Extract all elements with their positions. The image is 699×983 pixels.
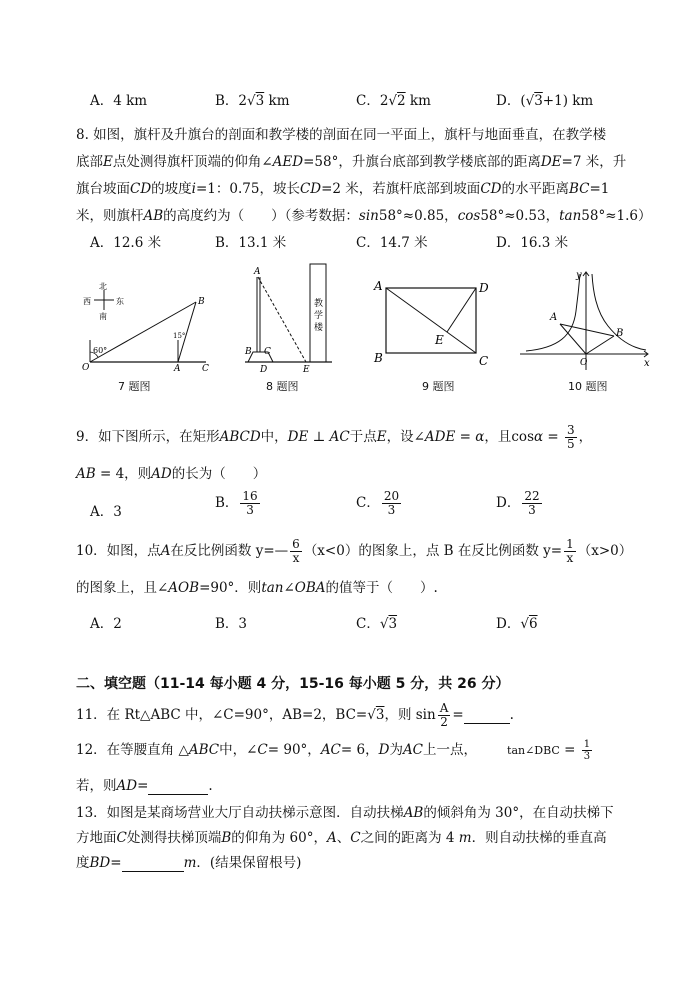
figure-9: [370, 278, 495, 368]
q9-option-a: A．3: [90, 504, 122, 520]
figure-7: [78, 282, 218, 372]
building-char-1: 教: [314, 299, 324, 309]
label-east: 东: [116, 297, 124, 306]
building-char-2: 学: [314, 311, 324, 321]
label-O: O: [82, 363, 90, 372]
label-B: B: [245, 347, 252, 357]
q8-line2: 底部E点处测得旗杆顶端的仰角∠AED=58°，升旗台底部到教学楼底部的距离DE=7 米，升: [76, 154, 627, 170]
diagonal-AC: [386, 288, 476, 353]
q12-answer-blank[interactable]: [148, 778, 208, 795]
label-B: B: [374, 351, 383, 365]
q11-answer-blank[interactable]: [464, 707, 510, 724]
q10-option-d: D．√6: [496, 616, 538, 632]
label-D: D: [479, 281, 489, 295]
q9-option-c: C． $\frac{20}{3}$: [356, 489, 400, 517]
caption-figure-8: 8 题图: [266, 380, 299, 393]
label-A: A: [374, 279, 383, 293]
q9-option-b: B． $\frac{16}{3}$: [215, 489, 258, 517]
q12-line1: 12．在等腰直角 △ABC中，∠C= 90°，AC= 6，D为AC上一点， tan∠DBC = $\frac{1}{3}$: [76, 739, 591, 762]
q8-line3: 旗台坡面CD的坡度i=1：0.75，坡长CD=2 米，若旗杆底部到坡面CD的水平距离BC=1: [76, 181, 610, 197]
segment-OB: [586, 336, 614, 354]
figure-8: [240, 262, 340, 377]
q10-line1: 10．如图，点A在反比例函数 y=— $\frac{6}{x}$ （x<0）的图象上，点 B 在反比例函数 y= $\frac{1}{x}$ （x>0）: [76, 537, 633, 565]
label-south: 南: [99, 312, 107, 321]
q13-answer-blank[interactable]: [122, 855, 184, 872]
caption-figure-9: 9 题图: [422, 380, 455, 393]
label-E: E: [303, 365, 310, 375]
q8-option-b: B．13.1 米: [215, 235, 287, 251]
q7-option-d: D．(√3+1) km: [496, 93, 594, 109]
label-west: 西: [83, 297, 91, 306]
section-2-heading: 二、填空题（11-14 每小题 4 分，15-16 每小题 5 分，共 26 分）: [76, 676, 510, 692]
q9-fraction: $\frac{3}{5}$: [567, 423, 575, 451]
label-E: E: [435, 333, 444, 347]
q10-option-c: C．√3: [356, 616, 398, 632]
label-A: A: [174, 364, 181, 372]
label-C: C: [264, 347, 271, 357]
q11-line: 11．在 Rt△ABC 中，∠C=90°，AB=2，BC=√3，则 sin $\frac{A}{2}$ = .: [76, 701, 514, 729]
q10-option-b: B．3: [215, 616, 248, 632]
label-y: y: [576, 270, 582, 281]
label-C: C: [202, 364, 209, 372]
caption-figure-7: 7 题图: [118, 380, 151, 393]
q9-line2: AB = 4，则AD的长为（ ）: [76, 466, 267, 482]
label-B: B: [616, 328, 624, 339]
q13-line2: 方地面C处测得扶梯顶端B的仰角为 60°，A、C之间的距离为 4 m．则自动扶梯的垂直高: [76, 830, 607, 846]
label-D: D: [260, 365, 268, 375]
angle-60: 60°: [93, 346, 108, 355]
q8-option-c: C．14.7 米: [356, 235, 428, 251]
q9-option-d: D． $\frac{22}{3}$: [496, 489, 540, 517]
caption-figure-10: 10 题图: [568, 380, 608, 393]
label-A: A: [254, 267, 261, 277]
q8-line1: 8. 如图，旗杆及升旗台的剖面和教学楼的剖面在同一平面上，旗杆与地面垂直，在教学楼: [76, 127, 607, 143]
q13-line1: 13．如图是某商场营业大厅自动扶梯示意图．自动扶梯AB的倾斜角为 30°，在自动扶梯下: [76, 805, 614, 821]
segment-AB: [560, 324, 614, 336]
angle-15: 15°: [173, 332, 186, 340]
label-north: 北: [99, 282, 107, 291]
building-char-3: 楼: [314, 323, 324, 333]
q10-option-a: A．2: [90, 616, 122, 632]
label-x: x: [644, 358, 650, 369]
segment-DE: [447, 288, 476, 332]
q13-line3: 度BD= m．(结果保留根号): [76, 855, 302, 871]
label-C: C: [479, 354, 489, 368]
label-O: O: [580, 358, 588, 368]
q8-option-d: D．16.3 米: [496, 235, 569, 251]
q7-option-c: C．2√2 km: [356, 93, 431, 109]
q12-line2: 若，则AD= .: [76, 778, 213, 794]
q8-option-a: A．12.6 米: [90, 235, 162, 251]
q10-line2: 的图象上，且∠AOB=90°．则tan∠OBA的值等于（ ）.: [76, 580, 438, 596]
q7-option-a: A．4 km: [90, 93, 148, 109]
figure-10: [518, 266, 653, 376]
q8-line4: 米，则旗杆AB的高度约为（ ）（参考数据：sin58°≈0.85，cos58°≈0.53，tan58°≈1.6）: [76, 208, 652, 224]
label-B: B: [198, 297, 205, 307]
q7-option-b: B．2√3 km: [215, 93, 290, 109]
q9-line1: 9．如下图所示，在矩形ABCD中，DE ⊥ AC于点E，设∠ADE = α，且cosα = $\frac{3}{5}$ ，: [76, 423, 593, 451]
label-A: A: [550, 312, 558, 323]
